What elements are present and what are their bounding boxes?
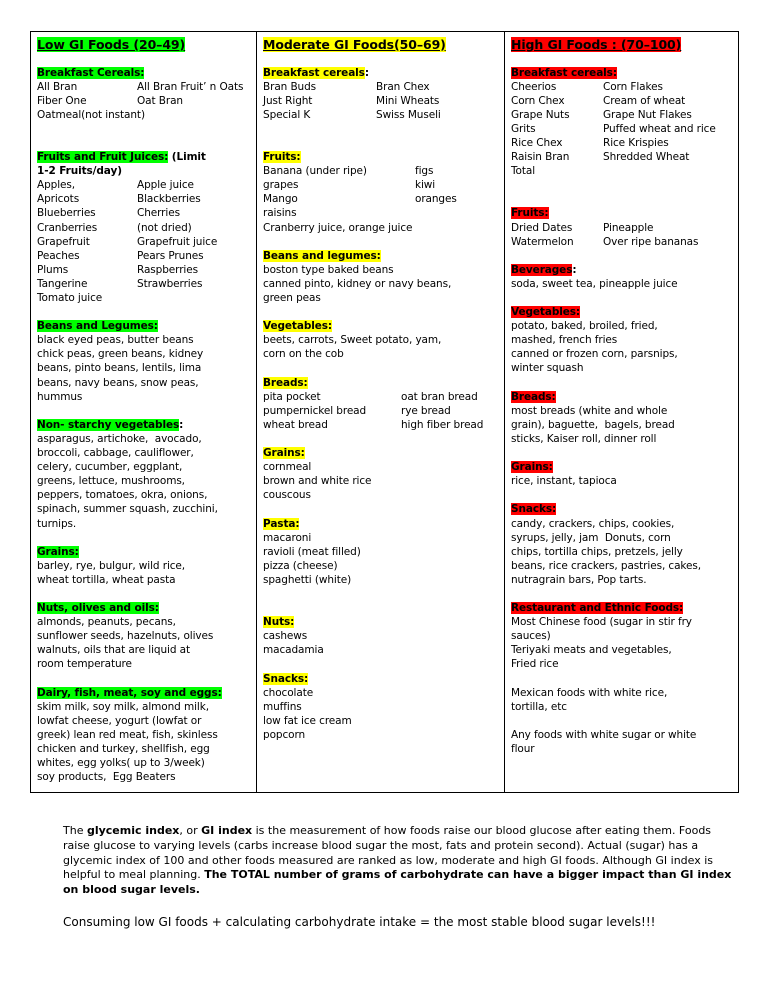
food-line: macaroni [263,531,312,544]
food-line: Any foods with white sugar or white [511,728,697,741]
food-line: Most Chinese food (sugar in stir fry [511,616,692,629]
section-title: Breakfast cereals: [263,66,369,79]
section-title: Pasta: [263,517,300,530]
food-line: room temperature [37,658,132,671]
section-title: Snacks: [511,503,557,516]
food-line: beans, pinto beans, lentils, lima [37,362,202,375]
food-line: flour [511,743,535,755]
text-segment: The TOTAL number of grams of carbohydrate can have a bigger impact than GI index on blood sugar levels. [63,868,732,897]
food-line: Cheerios Corn Flakes [511,80,663,93]
footer-note [63,824,732,930]
food-section [37,686,252,785]
text-segment: is the measurement of how foods raise our blood glucose after eating them. Foods raise glucose to varying levels (carbs increase blood sugar the most, fats and protein second). Actual (sugar) has a glycemic index of 100 and other foods measured are ranked as low, moderate and high GI foods. Although GI index is helpful to meal planning. [63,824,714,882]
food-line: Rice Chex Rice Krispies [511,136,669,149]
food-line: chocolate [263,686,314,699]
food-line: spaghetti (white) [263,573,352,586]
food-line: ravioli (meat filled) [263,545,361,558]
food-line: boston type baked beans [263,263,394,276]
food-section [511,601,734,756]
food-line: Apples, Apple juice [37,179,194,192]
food-line: Cranberry juice, orange juice [263,221,413,234]
food-line: beans, rice crackers, pastries, cakes, [511,559,701,572]
section-title: Grains: [263,447,305,460]
food-line: almonds, peanuts, pecans, [37,616,176,629]
food-line: wheat tortilla, wheat pasta [37,573,176,586]
food-line: barley, rye, bulgur, wild rice, [37,559,186,572]
food-line: asparagus, artichoke, avocado, [37,432,202,445]
section-title: Beans and legumes: [263,249,381,262]
food-line: Mango oranges [263,193,457,206]
section-title: Beans and Legumes: [37,320,158,333]
food-section [37,319,252,404]
food-line: Oatmeal(not instant) [37,108,145,121]
food-line: cashews [263,630,308,643]
section-title: Beverages: [511,263,577,276]
food-line: pumpernickel bread rye bread [263,404,451,417]
food-line: Fried rice [511,658,559,671]
food-line: most breads (white and whole [511,404,668,417]
food-section [511,66,734,193]
food-line: greek) lean red meat, fish, skinless [37,728,218,741]
food-section [511,460,734,488]
food-line: chips, tortilla chips, pretzels, jelly [511,545,683,558]
food-line [263,587,500,601]
food-line: walnuts, oils that are liquid at [37,644,190,657]
section-title: Breakfast cereals: [511,66,617,79]
food-line: green peas [263,292,321,304]
food-section [263,446,500,502]
section-title-suffix: (Limit [168,151,206,164]
food-line: chicken and turkey, shellfish, egg [37,743,210,755]
food-line: Teriyaki meats and vegetables, [511,644,672,657]
food-line: wheat bread high fiber bread [263,418,484,431]
food-section [263,517,500,602]
food-line: pizza (cheese) [263,559,338,572]
food-line: beets, carrots, Sweet potato, yam, [263,334,442,347]
food-line: Peaches Pears Prunes [37,249,204,262]
food-section [263,150,500,235]
food-line: candy, crackers, chips, cookies, [511,517,675,530]
food-line: peppers, tomatoes, okra, onions, [37,489,208,502]
food-line: spinach, summer squash, zucchini, [37,503,218,516]
food-line: Cranberries (not dried) [37,221,192,234]
food-section [511,390,734,446]
food-line: Grits Puffed wheat and rice [511,122,716,135]
section-subtitle: 1-2 Fruits/day) [37,165,122,178]
food-line: Banana (under ripe) figs [263,165,434,178]
food-line: sauces) [511,630,551,643]
food-section [37,545,252,587]
food-line: Mexican foods with white rice, [511,686,668,699]
food-line: Blueberries Cherries [37,207,180,220]
food-section [263,615,500,657]
closing-line: Consuming low GI foods + calculating carbohydrate intake = the most stable blood sugar levels!!! [63,914,656,929]
food-line: Apricots Blackberries [37,193,201,206]
food-line: Fiber One Oat Bran [37,94,183,107]
food-line: nutragrain bars, Pop tarts. [511,573,647,586]
food-line: corn on the cob [263,348,344,361]
food-line: cornmeal [263,461,312,474]
food-line: grain), baguette, bagels, bread [511,418,675,431]
food-line: beans, navy beans, snow peas, [37,376,199,389]
text-segment: The [63,824,87,838]
food-line: mashed, french fries [511,334,618,347]
food-line: couscous [263,489,311,502]
section-title: Breads: [263,376,308,389]
food-section [511,206,734,248]
food-line: black eyed peas, butter beans [37,334,194,347]
food-line: winter squash [511,362,584,375]
section-title: Non- starchy vegetables: [37,418,184,431]
food-line: potato, baked, broiled, fried, [511,320,658,333]
food-section [263,376,500,432]
food-line [511,672,734,686]
section-title: Grains: [37,545,79,558]
section-title: Fruits and Fruit Juices: (Limit [37,151,206,164]
section-title-suffix: : [572,263,577,276]
food-line: rice, instant, tapioca [511,475,617,488]
food-section [511,502,734,587]
section-title: Breads: [511,390,556,403]
food-line: canned pinto, kidney or navy beans, [263,277,452,290]
food-line: broccoli, cabbage, cauliflower, [37,447,194,460]
food-line: Corn Chex Cream of wheat [511,94,686,107]
section-title: Snacks: [263,672,309,685]
food-line: greens, lettuce, mushrooms, [37,475,185,488]
section-title: Nuts: [263,616,295,629]
food-line: Tangerine Strawberries [37,277,203,290]
section-title: Vegetables: [511,306,581,319]
food-line: raisins [263,207,297,220]
food-line: popcorn [263,728,306,741]
food-line: Dried Dates Pineapple [511,221,654,234]
section-title-suffix: : [179,418,184,431]
food-line: syrups, jelly, jam Donuts, corn [511,531,671,544]
food-line: Plums Raspberries [37,263,198,276]
section-title: Vegetables: [263,320,333,333]
column-low-gi [31,32,257,793]
food-line [37,122,252,136]
food-section [263,249,500,305]
column-header-low-gi: Low GI Foods (20–49) [37,37,186,52]
section-title-suffix: : [364,66,369,79]
text-segment: , or [179,824,202,838]
food-line: Just Right Mini Wheats [263,94,440,107]
food-line: celery, cucumber, eggplant, [37,461,183,474]
food-line: hummus [37,390,83,403]
food-line: grapes kiwi [263,179,436,192]
food-line: sticks, Kaiser roll, dinner roll [511,432,657,445]
food-section [511,305,734,375]
food-line: tortilla, etc [511,700,567,713]
food-line [511,178,734,192]
food-section [37,150,252,305]
food-section [37,601,252,671]
section-title: Fruits: [263,151,301,164]
food-section [511,263,734,291]
food-line: turnips. [37,517,77,530]
food-line [511,714,734,728]
food-line [263,122,500,136]
food-line: Total [511,165,536,178]
food-line: whites, egg yolks( up to 3/week) [37,757,205,770]
column-header-high-gi: High GI Foods : (70–100) [511,37,682,52]
food-line: Special K Swiss Museli [263,108,441,121]
gi-foods-table [30,31,739,793]
food-section [37,66,252,136]
food-line: canned or frozen corn, parsnips, [511,348,678,361]
food-section [263,672,500,742]
food-line: Tomato juice [37,292,103,304]
food-section [37,418,252,531]
food-line: pita pocket oat bran bread [263,390,478,403]
food-line: soda, sweet tea, pineapple juice [511,277,678,290]
section-title: Fruits: [511,207,549,220]
food-line: Watermelon Over ripe bananas [511,235,699,248]
column-moderate-gi [257,32,505,793]
section-title: Grains: [511,461,553,474]
food-line: lowfat cheese, yogurt (lowfat or [37,714,202,727]
food-line: Grape Nuts Grape Nut Flakes [511,108,692,121]
column-header-moderate-gi: Moderate GI Foods(50–69) [263,37,446,52]
food-line: muffins [263,700,302,713]
section-title: Nuts, olives and oils: [37,602,159,615]
text-segment: glycemic index [86,824,180,838]
food-line: All Bran All Bran Fruit’ n Oats [37,80,244,93]
food-line: macadamia [263,644,324,657]
food-line: brown and white rice [263,475,372,488]
food-section [263,66,500,136]
text-segment: GI index [201,824,253,838]
food-line: Grapefruit Grapefruit juice [37,235,218,248]
food-line: chick peas, green beans, kidney [37,348,204,361]
table-row [31,32,739,793]
food-line: soy products, Egg Beaters [37,771,176,784]
food-line: sunflower seeds, hazelnuts, olives [37,630,214,643]
section-title: Breakfast Cereals: [37,66,145,79]
food-line: Bran Buds Bran Chex [263,80,430,93]
food-section [263,319,500,361]
section-title: Restaurant and Ethnic Foods: [511,602,684,615]
column-high-gi [505,32,739,793]
gi-definition-paragraph [63,824,732,898]
food-line: Raisin Bran Shredded Wheat [511,151,690,164]
food-line: skim milk, soy milk, almond milk, [37,700,209,713]
food-line: low fat ice cream [263,714,352,727]
section-title: Dairy, fish, meat, soy and eggs: [37,686,222,699]
